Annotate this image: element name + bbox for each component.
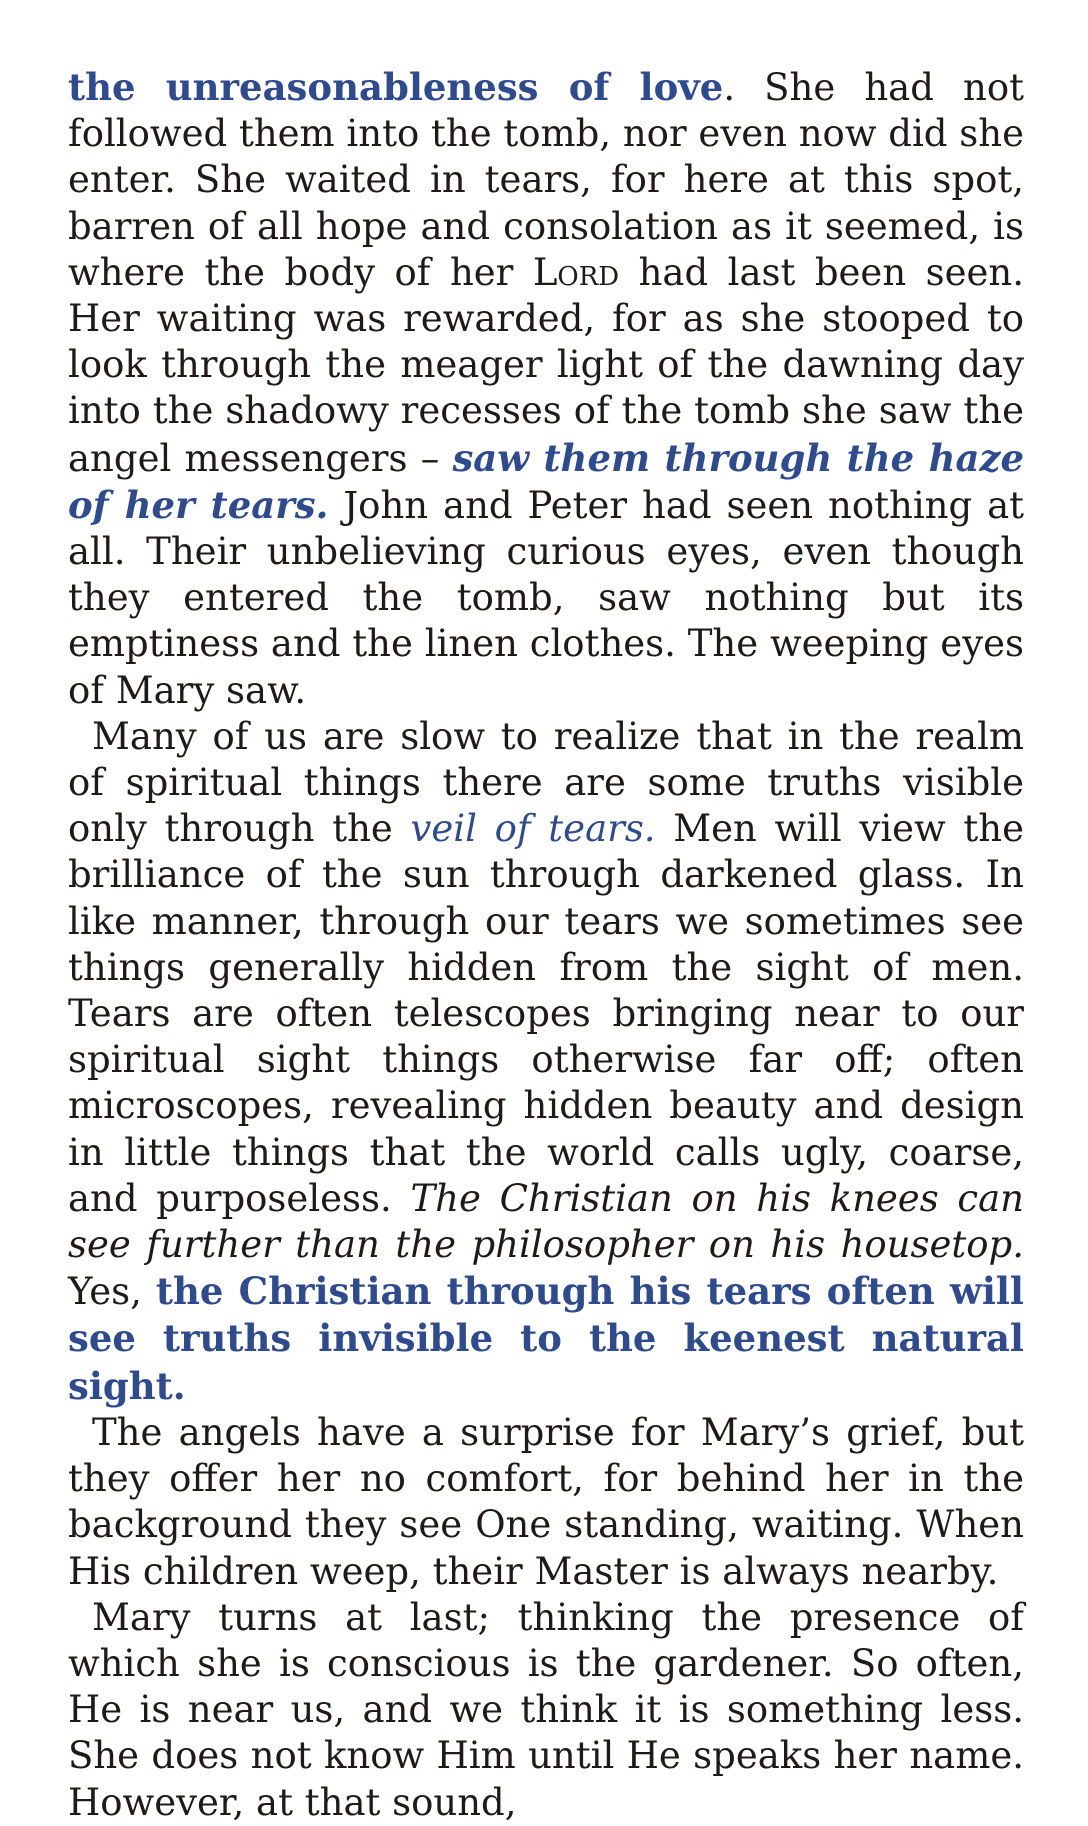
highlight-phrase: saw them through the haze of her tears. xyxy=(68,435,1024,527)
highlight-phrase: the unreasonableness of love xyxy=(68,65,724,109)
paragraph-2 xyxy=(68,714,1024,1410)
paragraph-4 xyxy=(68,1595,1024,1826)
paragraph-3 xyxy=(68,1410,1024,1595)
small-caps-word: Lord xyxy=(532,250,620,294)
italic-quote: The Christian on his knees can see further than the philosopher on his housetop. xyxy=(68,1176,1024,1267)
highlight-phrase: veil of tears. xyxy=(410,807,656,851)
document-page xyxy=(68,64,1024,1826)
body-text: John and Peter had seen nothing at all. Their unbelieving curious eyes, even though they entered the tomb, saw nothing but its emptiness and the linen clothes. The weeping eyes of Mary saw. xyxy=(68,483,1025,712)
body-text: Men will view the brilliance of the sun through darkened glass. In like manner, through our tears we sometimes see things generally hidden from the sight of men. Tears are often telescopes bringing near to our spiritual sight things otherwise far off; often microscopes, revealing hidden beauty and design in little things that the world calls ugly, coarse, and purposeless. xyxy=(68,807,1024,1220)
body-text: . She had not followed them into the tomb, nor even now did she enter. She waited in tears, for here at this spot, barren of all hope and consolation as it seemed, is where the body of her xyxy=(68,66,1025,294)
highlight-phrase: the Christian through his tears often will see truths invisible to the keenest natural sight. xyxy=(68,1269,1024,1408)
body-text: Yes, xyxy=(68,1270,156,1314)
body-text: The angels have a surprise for Mary’s grief, but they offer her no comfort, for behind her in the background they see One standing, waiting. When His children weep, their Master is always nearby. xyxy=(68,1410,1024,1593)
body-text: Mary turns at last; thinking the presence of which she is conscious is the gardener. So often, He is near us, and we think it is something less. She does not know Him until He speaks her name. However, at that sound, xyxy=(68,1595,1024,1824)
body-text: had last been seen. Her waiting was rewarded, for as she stooped to look through the meager light of the dawning day into the shadowy recesses of the tomb she saw the angel messengers – xyxy=(68,250,1024,480)
body-text: Many of us are slow to realize that in the realm of spiritual things there are some truths visible only through the xyxy=(68,714,1024,851)
paragraph-1 xyxy=(68,64,1024,714)
